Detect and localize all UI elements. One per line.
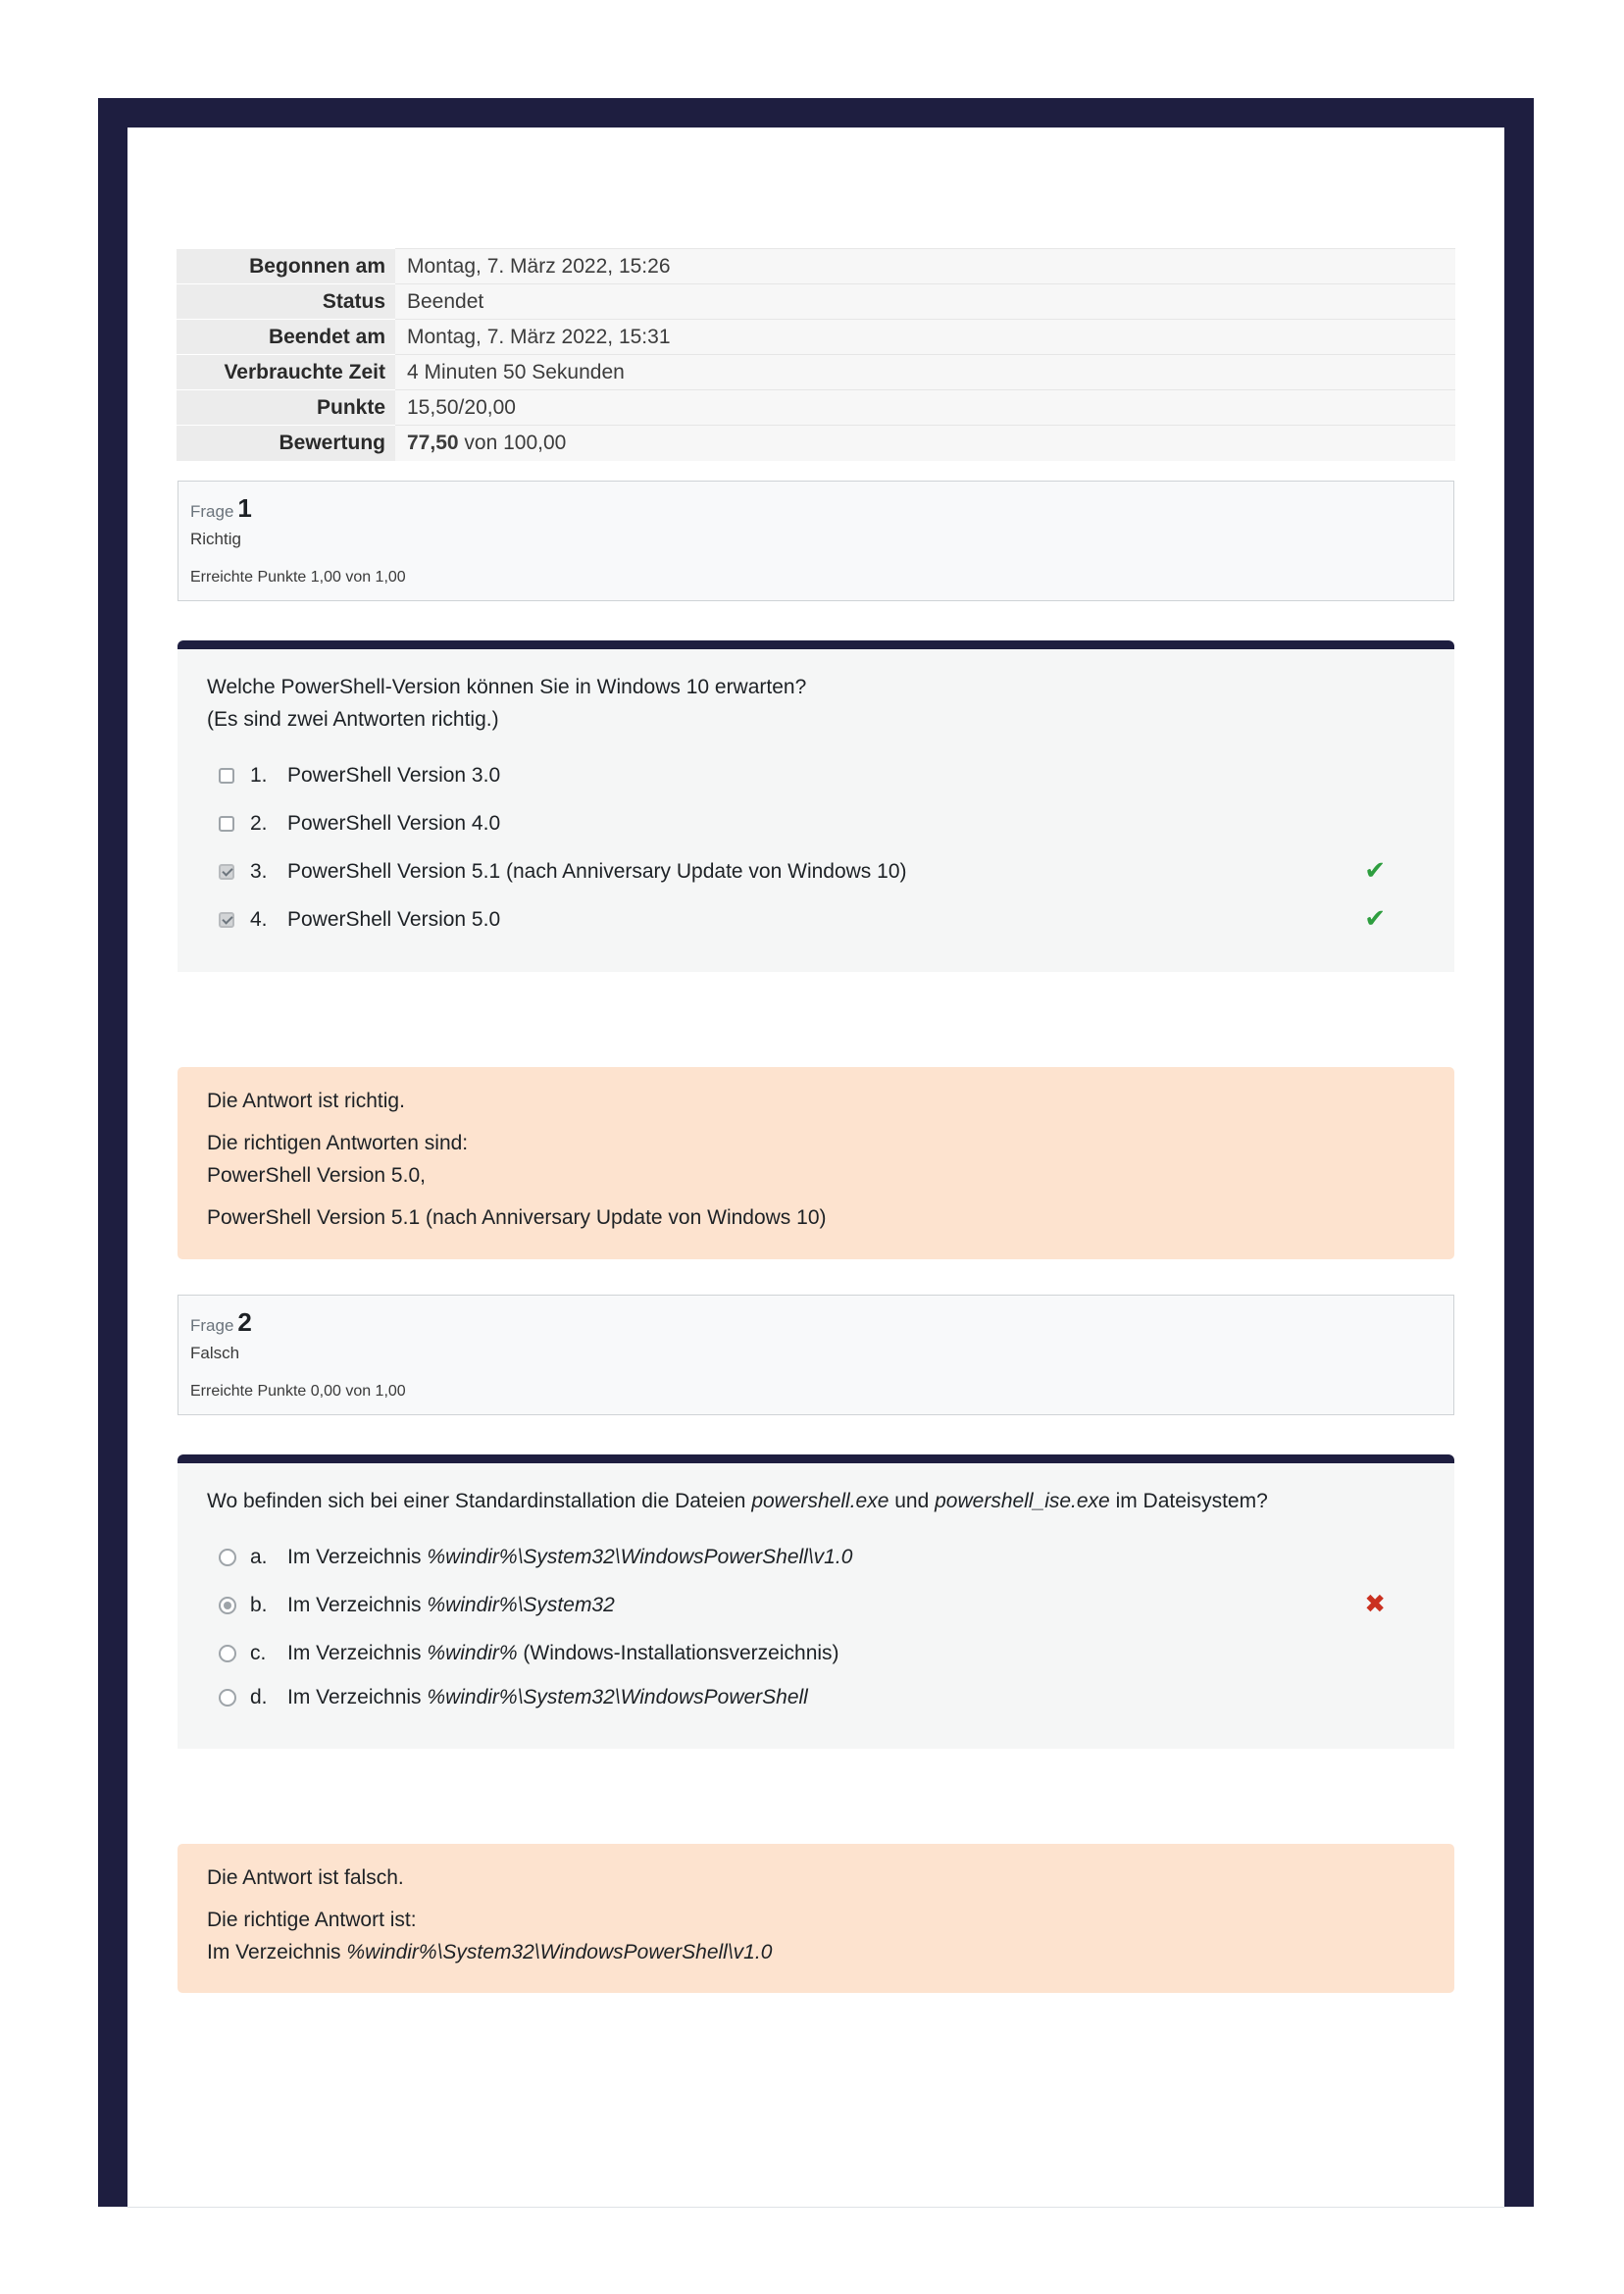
question-label: Frage [190,1316,234,1335]
answer-number: 2. [250,811,268,835]
question-text [207,671,1425,736]
question-number-value: 2 [237,1307,252,1337]
question-state: Falsch [190,1344,240,1362]
filename: powershell_ise.exe [935,1490,1110,1512]
radio-button[interactable] [219,1645,236,1662]
question-text-line: (Es sind zwei Antworten richtig.) [207,708,499,731]
summary-value: 4 Minuten 50 Sekunden [395,355,1455,390]
correct-check-icon: ✔ [1364,903,1386,933]
answer-number: 1. [250,763,268,787]
answer-number: a. [250,1545,268,1568]
answer-number: b. [250,1593,268,1616]
summary-label: Status [177,284,395,320]
question-1-feedback [178,1067,1454,1259]
radio-button-selected[interactable] [219,1597,236,1614]
answer-label [287,1642,839,1665]
answer-path: %windir%\System32\WindowsPowerShell\v1.0 [427,1545,853,1568]
answer-label: PowerShell Version 5.0 [287,907,501,931]
summary-label: Punkte [177,390,395,426]
summary-value: Montag, 7. März 2022, 15:26 [395,249,1455,284]
answer-label [287,1546,852,1569]
question-grade: Erreichte Punkte 1,00 von 1,00 [190,569,406,586]
question-1-formulation [178,640,1454,972]
summary-value: Montag, 7. März 2022, 15:31 [395,320,1455,355]
summary-row-finished [177,320,1455,355]
radio-button[interactable] [219,1549,236,1566]
feedback-prefix: Im Verzeichnis [207,1941,347,1963]
answer-prefix: Im Verzeichnis [287,1545,428,1568]
question-state: Richtig [190,530,241,548]
question-2-info [178,1295,1454,1415]
answer-option[interactable] [207,1581,1425,1629]
question-text-part: und [888,1490,936,1512]
feedback-answer: PowerShell Version 5.0, [207,1164,426,1187]
question-number [190,1307,1442,1338]
radio-button[interactable] [219,1689,236,1707]
answer-suffix: (Windows-Installationsverzeichnis) [517,1641,839,1664]
summary-value: 15,50/20,00 [395,390,1455,426]
question-2-feedback [178,1844,1454,1993]
question-label: Frage [190,502,234,521]
question-text [207,1485,1425,1517]
summary-value [395,426,1455,461]
attempt-summary-table [177,248,1455,461]
question-text-line: Welche PowerShell-Version können Sie in Windows 10 erwarten? [207,676,807,698]
answer-label: PowerShell Version 3.0 [287,763,501,787]
feedback-path: %windir%\System32\WindowsPowerShell\v1.0 [346,1941,773,1963]
grade-suffix: von 100,00 [458,431,567,454]
feedback-answer: PowerShell Version 5.1 (nach Anniversary Update von Windows 10) [207,1206,827,1229]
summary-row-started [177,249,1455,284]
answer-list [207,1533,1425,1717]
checkbox-checked[interactable] [219,912,234,928]
checkbox[interactable] [219,816,234,832]
summary-row-status [177,284,1455,320]
summary-label: Begonnen am [177,249,395,284]
answer-option[interactable] [207,799,1425,847]
answer-option[interactable] [207,751,1425,799]
answer-number: 3. [250,859,268,883]
filename: powershell.exe [751,1490,889,1512]
summary-row-time [177,355,1455,390]
question-text-part: im Dateisystem? [1109,1490,1268,1512]
correct-check-icon: ✔ [1364,855,1386,885]
checkbox-checked[interactable] [219,864,234,880]
feedback-answer [207,1936,1425,1968]
answer-label: PowerShell Version 5.1 (nach Anniversary Update von Windows 10) [287,859,907,883]
summary-value: Beendet [395,284,1455,320]
question-number [190,493,1442,524]
incorrect-cross-icon: ✖ [1364,1589,1386,1618]
answer-label: PowerShell Version 4.0 [287,811,501,835]
question-2-formulation [178,1454,1454,1749]
answer-number: c. [250,1641,267,1664]
answer-option[interactable] [207,1533,1425,1581]
answer-path: %windir%\System32 [427,1593,615,1616]
answer-option[interactable] [207,1677,1425,1717]
question-text-part: Wo befinden sich bei einer Standardinstallation die Dateien [207,1490,752,1512]
summary-label: Beendet am [177,320,395,355]
answer-path: %windir%\System32\WindowsPowerShell [427,1685,808,1708]
answer-number: d. [250,1685,268,1708]
summary-row-points [177,390,1455,426]
answer-prefix: Im Verzeichnis [287,1641,428,1664]
grade-value: 77,50 [407,431,459,454]
answer-label [287,1686,808,1709]
answer-number: 4. [250,907,268,931]
summary-label: Bewertung [177,426,395,461]
feedback-intro: Die richtigen Antworten sind: [207,1132,469,1154]
answer-option[interactable] [207,895,1425,943]
checkbox[interactable] [219,768,234,784]
answer-option[interactable] [207,847,1425,895]
feedback-status: Die Antwort ist falsch. [207,1866,404,1889]
feedback-intro: Die richtige Antwort ist: [207,1909,417,1931]
answer-prefix: Im Verzeichnis [287,1593,428,1616]
feedback-status: Die Antwort ist richtig. [207,1090,405,1112]
question-grade: Erreichte Punkte 0,00 von 1,00 [190,1383,406,1400]
answer-prefix: Im Verzeichnis [287,1685,428,1708]
answer-option[interactable] [207,1629,1425,1677]
answer-label [287,1594,615,1617]
question-1-info [178,481,1454,601]
summary-label: Verbrauchte Zeit [177,355,395,390]
answer-path: %windir% [427,1641,518,1664]
answer-list [207,751,1425,943]
summary-row-grade [177,426,1455,461]
question-number-value: 1 [237,493,252,523]
